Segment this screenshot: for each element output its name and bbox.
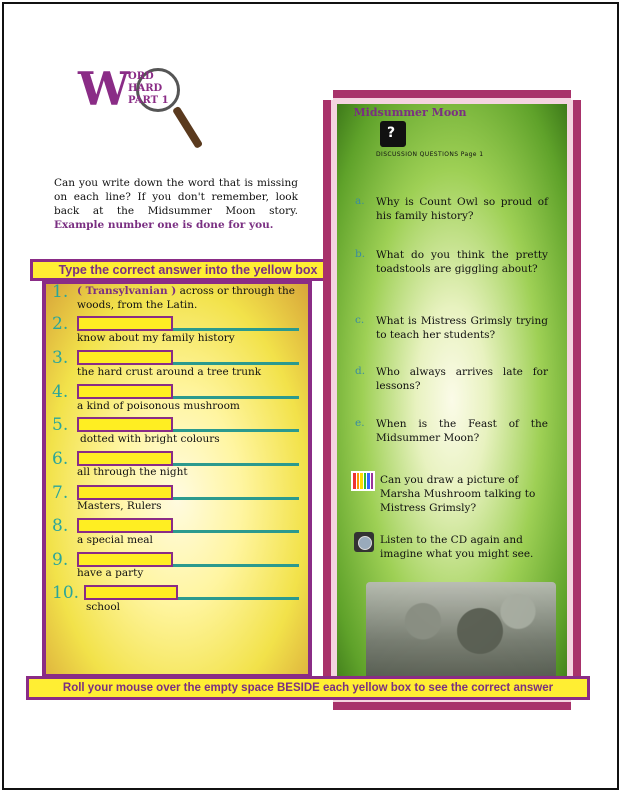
- question-1-text: [77, 284, 303, 312]
- intro-text: [54, 176, 298, 232]
- logo-line2: HARD: [128, 83, 163, 94]
- panel-corner: [323, 700, 333, 710]
- answer-hover-area-3[interactable]: [173, 362, 299, 365]
- answer-box-7[interactable]: [77, 485, 173, 500]
- type-answer-banner: Type the correct answer into the yellow box: [30, 259, 346, 281]
- crayons-icon: [351, 471, 375, 491]
- answer-box-6[interactable]: [77, 451, 173, 466]
- cd-icon: [354, 532, 374, 552]
- question-2-clue: know about my family history: [77, 332, 235, 344]
- question-4-clue: a kind of poisonous mushroom: [77, 400, 240, 412]
- panel-corner: [323, 90, 333, 100]
- discussion-question: Who always arrives late for lessons?: [376, 366, 548, 392]
- question-number: 10.: [52, 583, 80, 603]
- answer-box-9[interactable]: [77, 552, 173, 567]
- question-3-clue: the hard crust around a tree trunk: [77, 366, 262, 378]
- answer-hover-area-10[interactable]: [178, 597, 299, 600]
- intro-instructions: Can you write down the word that is missing on each line? If you don't remember, look back at the Midsummer Moon story.: [54, 177, 298, 217]
- logo-big-letter: W: [78, 62, 130, 116]
- answer-box-2[interactable]: [77, 316, 173, 331]
- question-8-clue: a special meal: [77, 534, 153, 546]
- question-9-clue: have a party: [77, 567, 144, 579]
- discussion-letter: b.: [355, 248, 366, 260]
- discussion-letter: c.: [355, 314, 365, 326]
- answer-hover-area-5[interactable]: [173, 429, 299, 432]
- question-number: 3.: [52, 348, 69, 368]
- panel-corner: [571, 700, 581, 710]
- question-number: 1.: [52, 282, 69, 302]
- discussion-title: Midsummer Moon: [353, 106, 467, 119]
- question-6-clue: all through the night: [77, 466, 188, 478]
- answer-box-10[interactable]: [84, 585, 178, 600]
- example-answer: ( Transylvanian ): [77, 285, 177, 297]
- panel-corner: [571, 90, 581, 100]
- question-number: 2.: [52, 314, 69, 334]
- story-illustration: [366, 582, 556, 680]
- draw-prompt: Can you draw a picture of Marsha Mushroom talking to Mistress Grimsly?: [380, 474, 536, 514]
- listen-prompt: Listen to the CD again and imagine what you might see.: [380, 534, 534, 560]
- question-head-icon: ?: [380, 121, 406, 147]
- discussion-letter: d.: [355, 365, 366, 377]
- answer-box-5[interactable]: [77, 417, 173, 432]
- discussion-letter: a.: [355, 195, 365, 207]
- question-number: 5.: [52, 415, 69, 435]
- question-number: 9.: [52, 550, 69, 570]
- answer-box-4[interactable]: [77, 384, 173, 399]
- answer-hover-area-8[interactable]: [173, 530, 299, 533]
- discussion-question: What is Mistress Grimsly trying to teach her students?: [376, 315, 548, 341]
- rollover-instruction-banner: Roll your mouse over the empty space BESIDE each yellow box to see the correct answer: [26, 676, 590, 700]
- answer-hover-area-6[interactable]: [173, 463, 299, 466]
- answer-hover-area-9[interactable]: [173, 564, 299, 567]
- answer-hover-area-7[interactable]: [173, 497, 299, 500]
- answer-hover-area-4[interactable]: [173, 396, 299, 399]
- question-1-clue: across or through the woods, from the Latin.: [77, 285, 295, 311]
- question-number: 4.: [52, 382, 69, 402]
- question-5-clue: dotted with bright colours: [80, 433, 220, 445]
- discussion-question: What do you think the pretty toadstools are giggling about?: [376, 249, 548, 275]
- word-nerd-logo: [76, 62, 196, 162]
- discussion-subtitle: DISCUSSION QUESTIONS Page 1: [376, 151, 484, 158]
- logo-line3: PART 1: [128, 95, 169, 106]
- question-number: 7.: [52, 483, 69, 503]
- question-10-clue: school: [86, 601, 121, 613]
- answer-hover-area-2[interactable]: [173, 328, 299, 331]
- answer-box-8[interactable]: [77, 518, 173, 533]
- discussion-question: When is the Feast of the Midsummer Moon?: [376, 418, 548, 444]
- intro-example: Example number one is done for you.: [54, 219, 274, 231]
- discussion-letter: e.: [355, 417, 365, 429]
- answer-box-3[interactable]: [77, 350, 173, 365]
- question-number: 8.: [52, 516, 69, 536]
- question-number: 6.: [52, 449, 69, 469]
- discussion-question: Why is Count Owl so proud of his family history?: [376, 196, 548, 222]
- logo-line1: ORD: [128, 71, 154, 82]
- question-7-clue: Masters, Rulers: [77, 500, 162, 512]
